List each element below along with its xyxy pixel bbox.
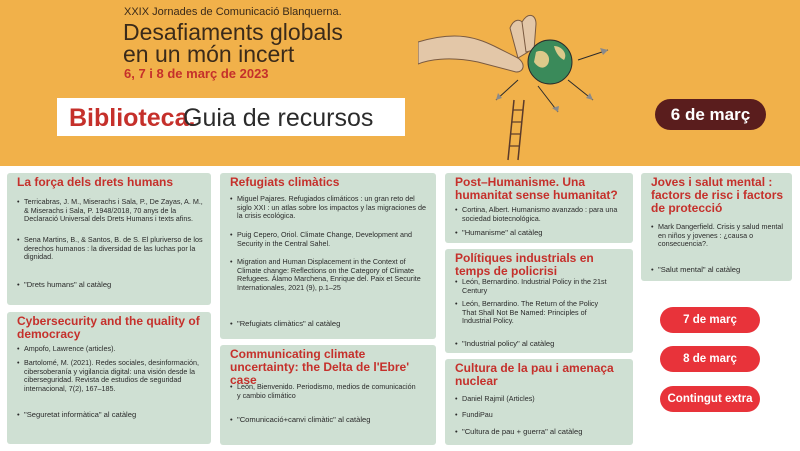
resource-entry[interactable]: • Bartolomé, M. (2021). Redes sociales, desinformación, cibersoberanía y vigilancia digital: una visión desde la ciberseguridad. Revista de estudios de seguridad internacional, 7(2), 167–185. <box>24 359 204 393</box>
resource-entry[interactable]: • FundiPau <box>462 411 493 420</box>
resource-entry[interactable]: • Mark Dangerfield. Crisis y salud mental en niños y jovenes : ¿causa o consecuencia?. <box>658 223 786 249</box>
resource-entry[interactable]: • León, Bienvenido. Periodismo, medios de comunicación y cambio climático <box>237 383 417 400</box>
card-title: Refugiats climàtics <box>230 175 340 189</box>
card-title: Cultura de la pau i amenaça nuclear <box>455 361 614 388</box>
catalog-link[interactable]: • "Comunicació+canvi climàtic" al catàleg <box>237 415 371 424</box>
card-title: Post–Humanisme. Una humanitat sense humanitat? <box>455 175 618 202</box>
card-post-humanisme <box>445 173 633 243</box>
card-title: Polítiques industrials en temps de policrisi <box>455 251 594 278</box>
day-7-button[interactable]: 7 de març <box>660 307 760 333</box>
resource-entry[interactable]: • Sena Martins, B., & Santos, B. de S. El pluriverso de los derechos humanos : la diversidad de las luchas por la dignidad. <box>24 236 204 262</box>
catalog-link[interactable]: • "Refugiats climàtics" al catàleg <box>237 319 340 328</box>
resource-entry[interactable]: • Miguel Pajares. Refugiados climáticos : un gran reto del siglo XXI : un atlas sobre los impactos y las migraciones de la crisis ecológica. <box>237 195 429 221</box>
catalog-link[interactable]: • "Industrial policy" al catàleg <box>462 339 554 348</box>
catalog-link[interactable]: • "Seguretat informàtica" al catàleg <box>24 410 136 419</box>
event-title-line2: en un món incert <box>123 41 295 67</box>
card-cybersecurity <box>7 312 211 444</box>
card-climate-uncertainty <box>220 345 436 445</box>
card-joves-salut-mental <box>641 173 792 281</box>
resource-entry[interactable]: • Terricabras, J. M., Miserachs i Sala, P., De Zayas, A. M., & Miserachs i Sala, P. 1948/2018, 70 anys de la Declaració Universal dels Drets Humans i texts afins. <box>24 198 204 224</box>
library-label: Biblioteca. <box>69 104 196 132</box>
resource-entry[interactable]: • León, Bernardino. Industrial Policy in the 21st Century <box>462 278 612 295</box>
current-date-badge: 6 de març <box>655 99 766 130</box>
catalog-link[interactable]: • "Humanisme" al catàleg <box>462 228 543 237</box>
resource-entry[interactable]: • Ampofo, Lawrence (articles). <box>24 345 204 354</box>
card-title: Communicating climate uncertainty: the Delta de l'Ebre' case <box>230 347 410 387</box>
card-refugiats-climatics <box>220 173 436 339</box>
resource-entry[interactable]: • Migration and Human Displacement in the Context of Climate change: Reflections on the Category of Climate Refugees. Álamo Marchena, Enrique del. Paix et Securite Internationales, 2021 (9), p.1–25 <box>237 258 429 292</box>
page-title-box <box>57 98 405 136</box>
hero-banner <box>0 0 800 166</box>
catalog-link[interactable]: • "Cultura de pau + guerra" al catàleg <box>462 427 582 436</box>
resource-entry[interactable]: • Daniel Rajmil (Articles) <box>462 395 535 404</box>
card-title: La força dels drets humans <box>17 175 174 189</box>
day-8-button[interactable]: 8 de març <box>660 346 760 372</box>
resource-entry[interactable]: • Cortina, Albert. Humanismo avanzado : para una sociedad biotecnológica. <box>462 206 627 223</box>
resource-entry[interactable]: • Puig Cepero, Oriol. Climate Change, Development and Security in the Central Sahel. <box>237 231 429 248</box>
catalog-link[interactable]: • "Salut mental" al catàleg <box>658 265 740 274</box>
guide-label: Guia de recursos <box>183 104 374 132</box>
resource-entry[interactable]: • León, Bernardino. The Return of the Policy That Shall Not Be Named: Principles of Industrial Policy. <box>462 300 612 326</box>
extra-content-button[interactable]: Contingut extra <box>660 386 760 412</box>
card-title: Cybersecurity and the quality of democracy <box>17 314 200 341</box>
hand-globe-illustration <box>418 0 638 166</box>
card-title: Joves i salut mental : factors de risc i factors de protecció <box>651 175 784 215</box>
event-dates: 6, 7 i 8 de març de 2023 <box>124 66 269 81</box>
card-cultura-pau <box>445 359 633 445</box>
event-title-line1: Desafiaments globals <box>123 19 343 45</box>
catalog-link[interactable]: • "Drets humans" al catàleg <box>24 280 111 289</box>
event-title <box>123 21 343 65</box>
event-eyebrow: XXIX Jornades de Comunicació Blanquerna. <box>124 6 342 18</box>
card-drets-humans <box>7 173 211 305</box>
card-politiques-industrials <box>445 249 633 353</box>
